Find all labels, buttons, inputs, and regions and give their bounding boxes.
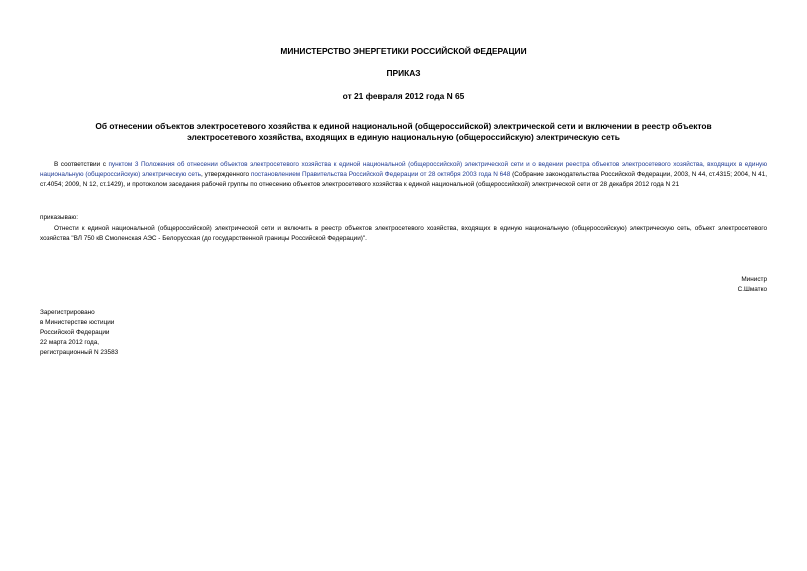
registration-date: 22 марта 2012 года, bbox=[40, 339, 100, 346]
ministry-heading: МИНИСТЕРСТВО ЭНЕРГЕТИКИ РОССИЙСКОЙ ФЕДЕРАЦИИ bbox=[280, 46, 527, 56]
registration-line: Российской Федерации bbox=[40, 329, 110, 336]
order-word: приказываю: bbox=[40, 214, 78, 221]
registration-number: регистрационный N 23583 bbox=[40, 349, 119, 356]
date-number-line: от 21 февраля 2012 года N 65 bbox=[342, 91, 465, 101]
government-decree-link[interactable]: постановлением Правительства Российской Федерации от 28 октября 2003 года N 648 bbox=[250, 171, 511, 178]
doc-type-heading: ПРИКАЗ bbox=[386, 68, 421, 78]
order-paragraph: Отнести к единой национальной (общероссийской) электрической сети и включить в реестр объектов электросетевого хозяйства, входящих в единую национальную (общероссийскую) электрическую сеть, объект электросетевого хозяйства "ВЛ 750 кВ Смоленская АЭС - Белорусская (до государственной границы Российской Федерации)". bbox=[40, 225, 767, 242]
registration-line: Зарегистрировано bbox=[40, 309, 95, 316]
document-title: Об отнесении объектов электросетевого хозяйства к единой национальной (общероссийской) электрической сети и включении в реестр объектов электросетевого хозяйства, входящих в единую национальную (общероссийскую) электрическую сеть bbox=[95, 121, 712, 142]
preamble-text-2: , утвержденного bbox=[200, 171, 251, 178]
preamble-text-3: (Собрание законодательства Российской Федерации, 2003, N 44, ст.4315; 2004, N 41, ст.4054; 2009, N 12, ст.1429), и протоколом заседания рабочей группы по отнесению объектов электросетевого хозяйства к единой национальной (общероссийской) электрической сети от 28 декабря 2012 года N 21 bbox=[40, 171, 768, 188]
signatory-position: Министр bbox=[741, 276, 767, 283]
preamble-text-1: В соответствии с bbox=[54, 161, 109, 168]
preamble-paragraph bbox=[40, 160, 767, 190]
signatory-name: С.Шматко bbox=[737, 286, 767, 293]
registration-line: в Министерстве юстиции bbox=[40, 319, 115, 326]
regulation-link[interactable]: пунктом 3 Положения об отнесении объектов электросетевого хозяйства к единой национальной (общероссийской) электрической сети и о ведении реестра объектов электросетевого хозяйства, входящих в единую национальную (общероссийскую) электрическую сеть bbox=[40, 161, 768, 178]
